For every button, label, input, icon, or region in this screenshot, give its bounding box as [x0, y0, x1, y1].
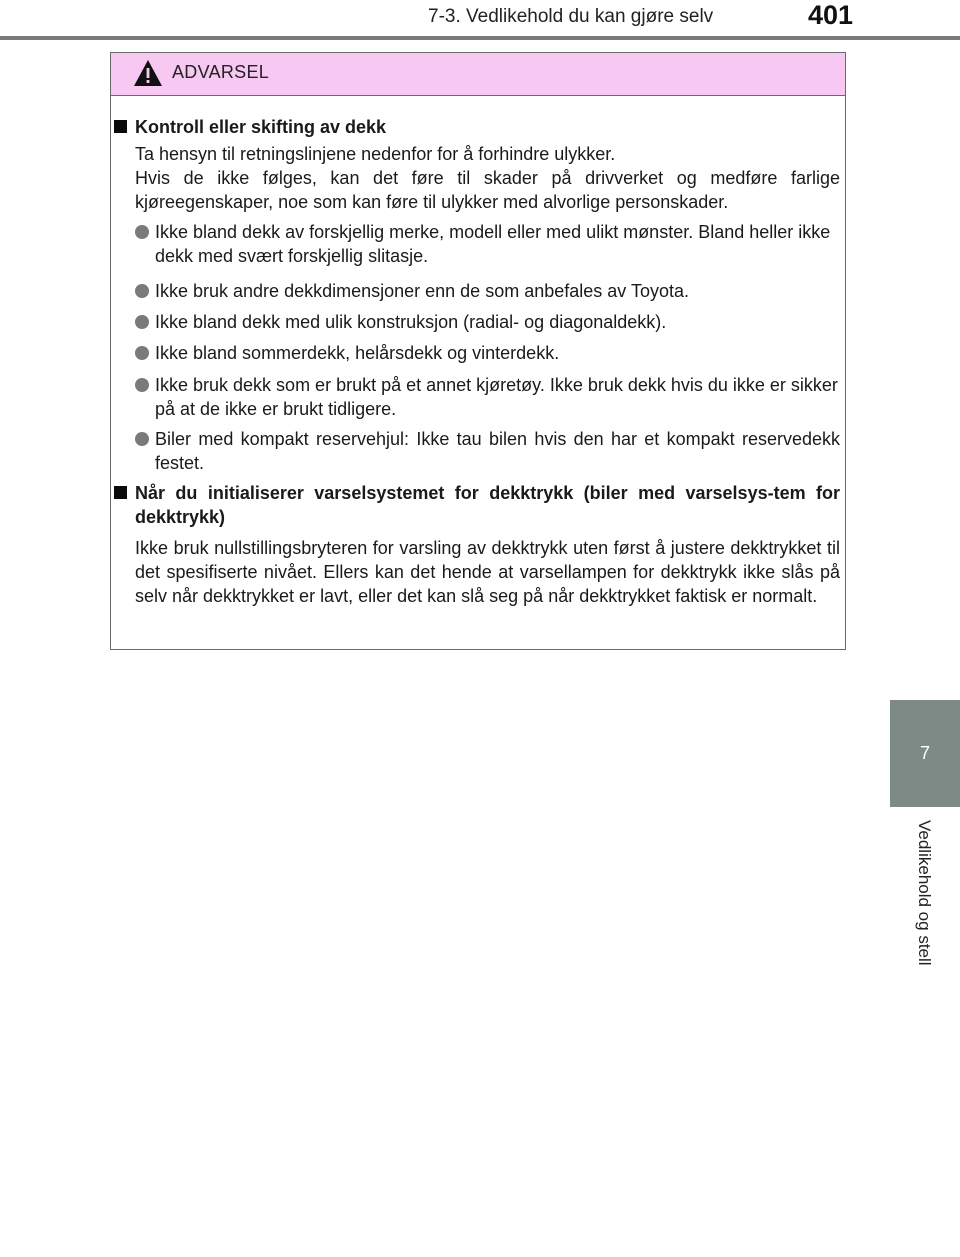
chapter-number: 7 — [919, 743, 930, 763]
page-number: 401 — [808, 0, 854, 30]
list-item: Ikke bland dekk av forskjellig merke, modell eller med ulikt mønster. Bland heller ikke dekk med svært forskjellig slitasje. — [155, 220, 840, 268]
warning-triangle-icon — [133, 59, 163, 87]
paragraph: Ikke bruk nullstillingsbryteren for varsling av dekktrykk uten først å justere dekktrykket til det spesifiserte nivået. Ellers kan det hende at varsellampen for dekktrykk ikke slås på selv når dekktrykket er lavt, eller det kan slå seg på når dekktrykket faktisk er normalt. — [135, 538, 840, 606]
square-bullet-icon — [114, 120, 127, 133]
warning-header — [111, 53, 845, 96]
round-bullet-icon — [135, 346, 149, 360]
list-item: Ikke bland sommerdekk, helårsdekk og vinterdekk. — [155, 341, 840, 365]
list-item: Ikke bruk andre dekkdimensjoner enn de som anbefales av Toyota. — [155, 279, 840, 303]
list-item: Ikke bland dekk med ulik konstruksjon (radial- og diagonaldekk). — [155, 310, 840, 334]
chapter-tab — [890, 700, 960, 807]
list-item: Ikke bruk dekk som er brukt på et annet kjøretøy. Ikke bruk dekk hvis du ikke er sikker på at de ikke er brukt tidligere. — [155, 373, 840, 421]
paragraph: Hvis de ikke følges, kan det føre til skader på drivverket og medføre farlige kjøreegenskaper, noe som kan føre til ulykker med alvorlige personskader. — [135, 168, 840, 212]
list-item: Biler med kompakt reservehjul: Ikke tau bilen hvis den har et kompakt reservedekk festet. — [155, 427, 840, 475]
section-heading: Kontroll eller skifting av dekk — [135, 115, 840, 139]
square-bullet-icon — [114, 486, 127, 499]
round-bullet-icon — [135, 315, 149, 329]
section-title: 7-3. Vedlikehold du kan gjøre selv — [428, 6, 714, 27]
header-rule — [0, 36, 960, 40]
warning-box — [110, 52, 846, 650]
chapter-title: Vedlikehold og stell — [915, 820, 934, 966]
warning-title: ADVARSEL — [172, 62, 270, 82]
round-bullet-icon — [135, 284, 149, 298]
round-bullet-icon — [135, 432, 149, 446]
round-bullet-icon — [135, 225, 149, 239]
section-heading: Når du initialiserer varselsystemet for dekktrykk (biler med varselsys-tem for dekktrykk) — [135, 481, 840, 529]
page-header — [0, 0, 960, 40]
paragraph: Ta hensyn til retningslinjene nedenfor for å forhindre ulykker. — [135, 144, 616, 164]
round-bullet-icon — [135, 378, 149, 392]
chapter-title-vertical — [870, 820, 960, 990]
